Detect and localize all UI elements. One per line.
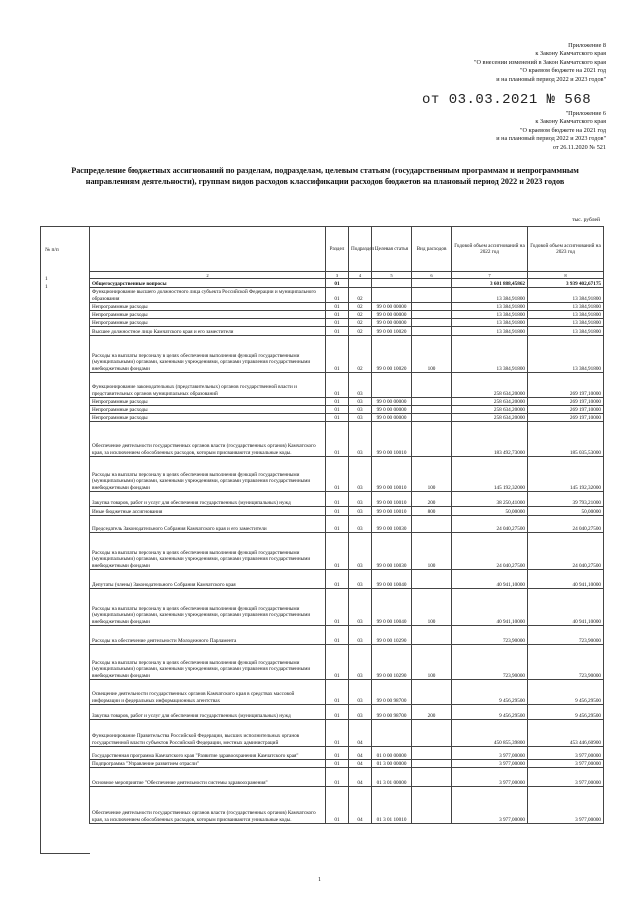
row-expense-type [412, 516, 452, 533]
row-target-article [372, 279, 412, 288]
row-razdel: 01 [326, 570, 349, 589]
table-row [90, 760, 604, 768]
row-name: Функционирование законодательных (представительных) органов государственной власти и представительных органов муниципальных образований [90, 373, 326, 398]
row-name: Государственная программа Камчатского края "Развитие здравоохранения Камчатского края" [90, 747, 326, 760]
table-row [90, 589, 604, 626]
col-num: 3 [326, 272, 349, 279]
row-amount-2022: 3 977,00000 [452, 768, 528, 787]
row-podrazdel: 04 [349, 720, 372, 747]
row-amount-2023: 145 192,32000 [528, 457, 604, 492]
units-label: тыс. рублей [572, 217, 600, 223]
row-amount-2022: 13 384,91800 [452, 336, 528, 373]
row-amount-2022: 24 040,27500 [452, 516, 528, 533]
row-razdel: 01 [326, 406, 349, 414]
row-name: Общегосударственные вопросы [90, 279, 326, 288]
row-name: Иные бюджетные ассигнования [90, 507, 326, 516]
row-target-article: 99 0 00 10290 [372, 626, 412, 645]
row-expense-type [412, 406, 452, 414]
row-target-article: 99 0 00 10020 [372, 327, 412, 336]
row-amount-2022: 145 192,32000 [452, 457, 528, 492]
row-number-first: 1 [45, 284, 48, 290]
table-row [90, 626, 604, 645]
row-amount-2022: 723,90000 [452, 626, 528, 645]
row-expense-type [412, 311, 452, 319]
row-razdel: 01 [326, 336, 349, 373]
column-number-row [90, 272, 604, 279]
row-amount-2022: 3 977,00000 [452, 787, 528, 824]
header-line: "О внесении изменений в Закон Камчатского края [474, 58, 606, 66]
row-number-index: 1 [45, 276, 48, 282]
row-name: Обеспечение деятельности государственных органов власти (государственных органов) Камчатского края, за исключением обособленных расходов, которым присваиваются уникальные коды. [90, 422, 326, 457]
row-expense-type: 100 [412, 533, 452, 570]
row-razdel: 01 [326, 414, 349, 422]
row-expense-type [412, 720, 452, 747]
row-expense-type: 100 [412, 457, 452, 492]
row-target-article: 99 0 00 10010 [372, 492, 412, 507]
header2-line: к Закону Камчатского края [535, 118, 606, 126]
table-row [90, 507, 604, 516]
col-num: 8 [528, 272, 604, 279]
row-amount-2023: 24 040,27500 [528, 533, 604, 570]
table-row [90, 373, 604, 398]
header-line: к Закону Камчатского края [535, 50, 606, 58]
row-podrazdel: 03 [349, 406, 372, 414]
row-amount-2023: 40 941,10000 [528, 589, 604, 626]
header2-line: "Приложение 6 [565, 110, 606, 117]
row-amount-2022: 258 634,20000 [452, 414, 528, 422]
row-expense-type: 200 [412, 705, 452, 720]
row-amount-2023: 9 456,29500 [528, 680, 604, 705]
header2-line: от 26.11.2020 № 521 [552, 143, 606, 151]
row-podrazdel: 03 [349, 705, 372, 720]
row-razdel: 01 [326, 589, 349, 626]
row-amount-2022: 3 977,00000 [452, 747, 528, 760]
row-amount-2023: 13 384,91800 [528, 336, 604, 373]
row-expense-type [412, 398, 452, 406]
row-amount-2022: 183 492,73000 [452, 422, 528, 457]
row-amount-2022: 50,00000 [452, 507, 528, 516]
col-podrazdel-header: Подраздел [349, 227, 372, 272]
row-name: Закупка товаров, работ и услуг для обеспечения государственных (муниципальных) нужд [90, 705, 326, 720]
row-amount-2022: 3 601 888,45862 [452, 279, 528, 288]
row-name: Освещение деятельности государственных органов Камчатского края в средствах массовой информации и федеральных информационных агентствах [90, 680, 326, 705]
row-number-column [40, 226, 90, 854]
row-expense-type: 100 [412, 336, 452, 373]
row-expense-type [412, 414, 452, 422]
row-name: Расходы на выплаты персоналу в целях обеспечения выполнения функций государственными (муниципальными) органами, казенными учреждениями, органами управления государственными внебюджетными фондами [90, 533, 326, 570]
row-target-article: 01 0 00 00000 [372, 747, 412, 760]
row-razdel: 01 [326, 787, 349, 824]
row-name: Расходы на обеспечение деятельности Молодежного Парламента [90, 626, 326, 645]
row-amount-2022: 24 040,27500 [452, 533, 528, 570]
col-2022-header: Годовой объем ассигнований на 2022 год [452, 227, 528, 272]
row-razdel: 01 [326, 533, 349, 570]
row-razdel: 01 [326, 645, 349, 680]
row-name: Обеспечение деятельности государственных органов власти (государственных органов) Камчатского края, за исключением обособленных расходов, которым присваиваются уникальные коды. [90, 787, 326, 824]
row-name: Высшее должностное лицо Камчатского края и его заместители [90, 327, 326, 336]
table-row [90, 279, 604, 288]
row-amount-2023: 13 384,91800 [528, 288, 604, 303]
table-row [90, 406, 604, 414]
table-row [90, 787, 604, 824]
row-expense-type [412, 319, 452, 327]
row-target-article: 99 0 00 10040 [372, 570, 412, 589]
row-expense-type: 100 [412, 589, 452, 626]
row-expense-type [412, 422, 452, 457]
table-row [90, 533, 604, 570]
row-target-article: 99 0 00 00000 [372, 398, 412, 406]
row-name: Непрограммные расходы [90, 303, 326, 311]
header2-line: и на плановый период 2022 и 2023 годов" [496, 135, 606, 143]
table-header-row [90, 227, 604, 272]
row-podrazdel [349, 279, 372, 288]
row-target-article: 99 0 00 10290 [372, 645, 412, 680]
table-row [90, 747, 604, 760]
row-amount-2023: 13 384,91800 [528, 311, 604, 319]
row-amount-2023: 723,90000 [528, 626, 604, 645]
row-target-article: 99 0 00 98700 [372, 680, 412, 705]
table-row [90, 570, 604, 589]
col-num: 6 [412, 272, 452, 279]
row-amount-2022: 258 634,20000 [452, 373, 528, 398]
row-amount-2023: 185 035,53000 [528, 422, 604, 457]
row-expense-type [412, 747, 452, 760]
row-amount-2023: 269 197,10000 [528, 373, 604, 398]
row-razdel: 01 [326, 398, 349, 406]
budget-table [89, 226, 604, 824]
row-podrazdel: 04 [349, 787, 372, 824]
row-amount-2022: 723,90000 [452, 645, 528, 680]
col-vr-header: Вид расходов [412, 227, 452, 272]
row-razdel: 01 [326, 705, 349, 720]
table-row [90, 414, 604, 422]
row-name: Функционирование высшего должностного лица субъекта Российской Федерации и муниципального образования [90, 288, 326, 303]
row-expense-type [412, 626, 452, 645]
row-target-article: 01 3 00 00000 [372, 760, 412, 768]
table-row [90, 768, 604, 787]
row-amount-2022: 40 941,10000 [452, 589, 528, 626]
row-target-article [372, 373, 412, 398]
header2-line: "О краевом бюджете на 2021 год [520, 126, 606, 134]
table-row [90, 311, 604, 319]
row-razdel: 01 [326, 626, 349, 645]
row-podrazdel: 03 [349, 373, 372, 398]
row-amount-2022: 9 456,29500 [452, 705, 528, 720]
row-name: Непрограммные расходы [90, 319, 326, 327]
table-row [90, 457, 604, 492]
row-target-article: 99 0 00 98700 [372, 705, 412, 720]
row-amount-2022: 3 977,00000 [452, 760, 528, 768]
row-name: Непрограммные расходы [90, 406, 326, 414]
row-name: Расходы на выплаты персоналу в целях обеспечения выполнения функций государственными (муниципальными) органами, казенными учреждениями, органами управления государственными внебюджетными фондами [90, 336, 326, 373]
col-2023-header: Годовой объем ассигнований на 2023 год [528, 227, 604, 272]
row-podrazdel: 04 [349, 747, 372, 760]
row-name: Закупка товаров, работ и услуг для обеспечения государственных (муниципальных) нужд [90, 492, 326, 507]
row-target-article: 01 3 01 10010 [372, 787, 412, 824]
col-num: 2 [90, 272, 326, 279]
table-row [90, 336, 604, 373]
row-amount-2023: 13 384,91800 [528, 327, 604, 336]
table-row [90, 516, 604, 533]
amendment-stamp: от 03.03.2021 № 568 [422, 92, 592, 108]
col-num: 7 [452, 272, 528, 279]
row-name: Функционирование Правительства Российской Федерации, высших исполнительных органов государственной власти субъектов Российской Федерации, местных администраций [90, 720, 326, 747]
row-expense-type [412, 327, 452, 336]
row-name: Председатель Законодательного Собрания Камчатского края и его заместители [90, 516, 326, 533]
row-amount-2023: 269 197,10000 [528, 398, 604, 406]
row-podrazdel: 02 [349, 311, 372, 319]
row-podrazdel: 02 [349, 336, 372, 373]
row-amount-2023: 723,90000 [528, 645, 604, 680]
row-target-article: 99 0 00 10030 [372, 533, 412, 570]
row-name: Расходы на выплаты персоналу в целях обеспечения выполнения функций государственными (муниципальными) органами, казенными учреждениями, органами управления государственными внебюджетными фондами [90, 457, 326, 492]
row-razdel: 01 [326, 279, 349, 288]
col-razdel-header: Раздел [326, 227, 349, 272]
header-block [474, 42, 606, 84]
row-expense-type [412, 373, 452, 398]
row-target-article [372, 720, 412, 747]
row-podrazdel: 03 [349, 492, 372, 507]
table-row [90, 492, 604, 507]
page-footer-mark: 1 [318, 877, 321, 883]
row-target-article: 99 0 00 00000 [372, 319, 412, 327]
row-razdel: 01 [326, 457, 349, 492]
row-amount-2023: 269 197,10000 [528, 414, 604, 422]
row-name: Расходы на выплаты персоналу в целях обеспечения выполнения функций государственными (муниципальными) органами, казенными учреждениями, органами управления государственными внебюджетными фондами [90, 645, 326, 680]
row-razdel: 01 [326, 311, 349, 319]
row-podrazdel: 03 [349, 533, 372, 570]
row-target-article: 99 0 00 10010 [372, 507, 412, 516]
col-num: 4 [349, 272, 372, 279]
row-name: Непрограммные расходы [90, 414, 326, 422]
row-amount-2023: 3 977,00000 [528, 760, 604, 768]
row-razdel: 01 [326, 507, 349, 516]
row-podrazdel: 03 [349, 422, 372, 457]
row-podrazdel: 04 [349, 768, 372, 787]
col-num: 5 [372, 272, 412, 279]
table-row [90, 288, 604, 303]
row-target-article: 99 0 00 10010 [372, 457, 412, 492]
row-expense-type [412, 288, 452, 303]
row-name: Основное мероприятие "Обеспечение деятельности системы здравоохранения" [90, 768, 326, 787]
row-amount-2023: 269 197,10000 [528, 406, 604, 414]
row-amount-2023: 3 977,00000 [528, 747, 604, 760]
row-name: Подпрограмма "Управление развитием отрасли" [90, 760, 326, 768]
row-expense-type: 800 [412, 507, 452, 516]
row-expense-type: 200 [412, 492, 452, 507]
row-podrazdel: 02 [349, 327, 372, 336]
row-razdel: 01 [326, 680, 349, 705]
row-expense-type [412, 680, 452, 705]
row-expense-type [412, 787, 452, 824]
table-row [90, 705, 604, 720]
table-row [90, 680, 604, 705]
header-line: и на плановый период 2022 и 2023 годов" [496, 75, 606, 83]
row-podrazdel: 03 [349, 645, 372, 680]
row-target-article: 99 0 00 10020 [372, 336, 412, 373]
row-target-article: 99 0 00 00000 [372, 414, 412, 422]
row-razdel: 01 [326, 516, 349, 533]
col-cs-header: Целевая статья [372, 227, 412, 272]
row-podrazdel: 02 [349, 303, 372, 311]
row-amount-2023: 3 977,00000 [528, 787, 604, 824]
table-row [90, 720, 604, 747]
row-amount-2022: 13 384,91800 [452, 327, 528, 336]
header-line: "О краевом бюджете на 2021 год [520, 67, 606, 75]
table-row [90, 398, 604, 406]
row-podrazdel: 03 [349, 680, 372, 705]
row-amount-2023: 3 939 402,67175 [528, 279, 604, 288]
row-name: Расходы на выплаты персоналу в целях обеспечения выполнения функций государственными (муниципальными) органами, казенными учреждениями, органами управления государственными внебюджетными фондами [90, 589, 326, 626]
row-amount-2023: 3 977,00000 [528, 768, 604, 787]
row-amount-2022: 450 855,39800 [452, 720, 528, 747]
row-podrazdel: 03 [349, 414, 372, 422]
row-expense-type: 100 [412, 645, 452, 680]
row-target-article: 99 0 00 10030 [372, 516, 412, 533]
table-row [90, 422, 604, 457]
row-razdel: 01 [326, 327, 349, 336]
row-target-article: 01 3 01 00000 [372, 768, 412, 787]
row-amount-2022: 258 634,20000 [452, 398, 528, 406]
row-expense-type [412, 768, 452, 787]
row-podrazdel: 03 [349, 570, 372, 589]
row-podrazdel: 03 [349, 507, 372, 516]
row-name: Непрограммные расходы [90, 398, 326, 406]
row-razdel: 01 [326, 319, 349, 327]
row-name: Депутаты (члены) Законодательного Собрания Камчатского края [90, 570, 326, 589]
row-amount-2023: 13 384,91800 [528, 319, 604, 327]
row-amount-2022: 13 384,91800 [452, 288, 528, 303]
row-amount-2023: 24 040,27500 [528, 516, 604, 533]
row-amount-2022: 258 634,20000 [452, 406, 528, 414]
row-amount-2023: 40 941,10000 [528, 570, 604, 589]
row-podrazdel: 03 [349, 626, 372, 645]
row-amount-2023: 9 456,29500 [528, 705, 604, 720]
row-expense-type [412, 303, 452, 311]
row-amount-2022: 40 941,10000 [452, 570, 528, 589]
row-target-article: 99 0 00 00000 [372, 406, 412, 414]
row-amount-2023: 39 793,21000 [528, 492, 604, 507]
table-row [90, 327, 604, 336]
row-podrazdel: 02 [349, 288, 372, 303]
row-podrazdel: 02 [349, 319, 372, 327]
row-target-article: 99 0 00 10040 [372, 589, 412, 626]
row-target-article [372, 288, 412, 303]
col-name-header [90, 227, 326, 272]
table-row [90, 319, 604, 327]
row-expense-type [412, 760, 452, 768]
row-expense-type [412, 570, 452, 589]
row-expense-type [412, 279, 452, 288]
row-podrazdel: 03 [349, 457, 372, 492]
row-podrazdel: 03 [349, 398, 372, 406]
header-line: Приложение 8 [568, 42, 606, 49]
row-razdel: 01 [326, 303, 349, 311]
table-row [90, 303, 604, 311]
row-target-article: 99 0 00 00000 [372, 303, 412, 311]
row-razdel: 01 [326, 720, 349, 747]
row-name: Непрограммные расходы [90, 311, 326, 319]
row-number-header: № п/п [45, 247, 59, 253]
row-podrazdel: 03 [349, 516, 372, 533]
document-title: Распределение бюджетных ассигнований по разделам, подразделам, целевым статьям (государственным программам и непрограммным направлениям деятельности), группам видов расходов классификации расходов бюджетов на плановый период 2022 и 2023 годов [71, 166, 579, 186]
row-target-article: 99 0 00 10010 [372, 422, 412, 457]
table-row [90, 645, 604, 680]
row-razdel: 01 [326, 492, 349, 507]
row-amount-2023: 453 446,60900 [528, 720, 604, 747]
row-amount-2023: 13 384,91800 [528, 303, 604, 311]
row-razdel: 01 [326, 747, 349, 760]
row-razdel: 01 [326, 768, 349, 787]
row-razdel: 01 [326, 760, 349, 768]
header-block-2 [496, 110, 606, 152]
row-amount-2022: 13 384,91800 [452, 311, 528, 319]
row-podrazdel: 03 [349, 589, 372, 626]
row-target-article: 99 0 00 00000 [372, 311, 412, 319]
row-amount-2022: 38 250,41000 [452, 492, 528, 507]
row-amount-2023: 50,00000 [528, 507, 604, 516]
row-amount-2022: 9 456,29500 [452, 680, 528, 705]
row-amount-2022: 13 384,91800 [452, 319, 528, 327]
row-podrazdel: 04 [349, 760, 372, 768]
row-razdel: 01 [326, 373, 349, 398]
row-razdel: 01 [326, 422, 349, 457]
row-amount-2022: 13 384,91800 [452, 303, 528, 311]
row-razdel: 01 [326, 288, 349, 303]
